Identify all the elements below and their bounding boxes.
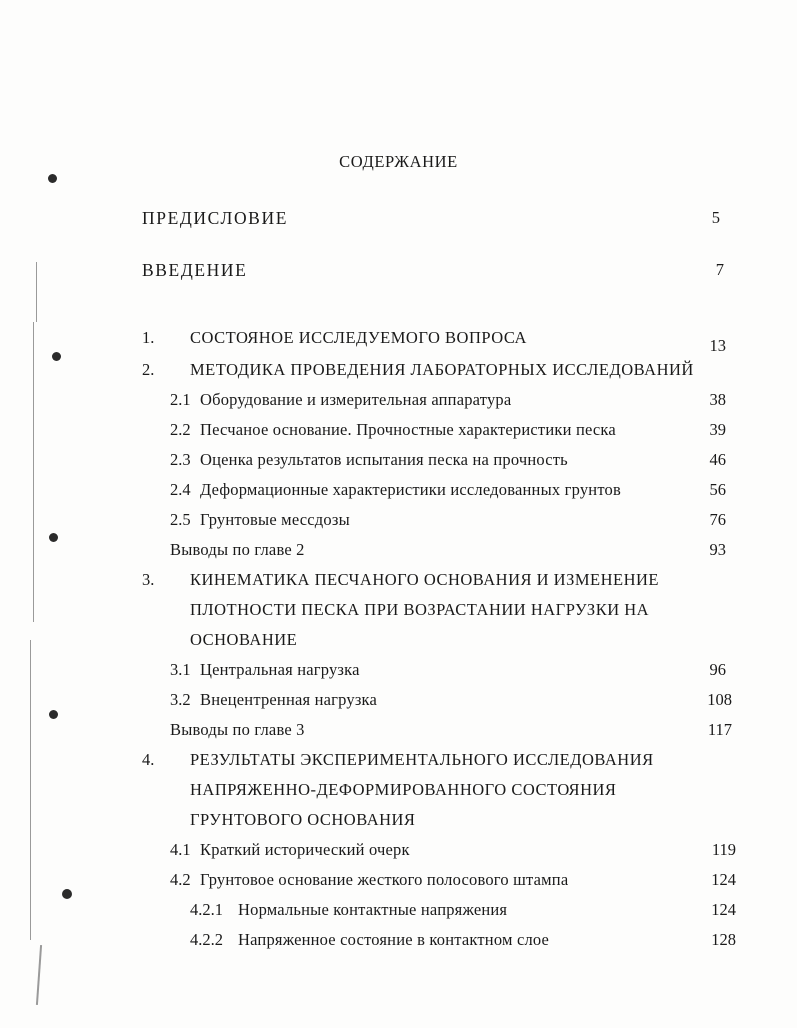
toc-entry-label: МЕТОДИКА ПРОВЕДЕНИЯ ЛАБОРАТОРНЫХ ИССЛЕДОВАНИЙ (190, 360, 694, 379)
toc-entry-introduction[interactable] (138, 260, 758, 328)
toc-entry-page: 93 (709, 540, 726, 559)
toc-entry-number: 1. (142, 328, 155, 347)
toc-entry-label: ГРУНТОВОГО ОСНОВАНИЯ (190, 810, 416, 829)
toc-entry-label: ПРЕДИСЛОВИЕ (142, 208, 288, 228)
toc-entry-label: СОСТОЯНОЕ ИССЛЕДУЕМОГО ВОПРОСА (190, 328, 527, 347)
toc-entry-chapter-4[interactable] (138, 750, 758, 780)
toc-entry-number: 2.4 (170, 480, 191, 499)
toc-entry-number: 4.1 (170, 840, 191, 859)
toc-entry-page: 39 (709, 420, 726, 439)
toc-entry-number: 4.2 (170, 870, 191, 889)
toc-entry-3-2[interactable] (138, 690, 758, 720)
toc-entry-2-5[interactable] (138, 510, 758, 540)
toc-entry-chapter-3-line3 (138, 630, 758, 660)
toc-entry-page: 117 (707, 720, 732, 739)
toc-entry-label: Нормальные контактные напряжения (238, 900, 508, 919)
toc-entry-number: 2. (142, 360, 155, 379)
toc-entry-page: 108 (707, 690, 732, 709)
toc-entry-label: ВВЕДЕНИЕ (142, 260, 248, 280)
toc-entry-page: 38 (709, 390, 726, 409)
toc-entry-chapter-3[interactable] (138, 570, 758, 600)
toc-entry-page: 13 (709, 336, 726, 355)
toc-entry-label: Грунтовое основание жесткого полосового штампа (200, 870, 569, 889)
toc-entry-conclusions-3[interactable] (138, 720, 758, 750)
toc-entry-label: Краткий исторический очерк (200, 840, 410, 859)
toc-entry-label: Грунтовые мессдозы (200, 510, 350, 529)
toc-entry-number: 3.2 (170, 690, 191, 709)
toc-entry-number: 2.1 (170, 390, 191, 409)
toc-entry-page: 124 (711, 870, 736, 889)
toc-entry-label: Центральная нагрузка (200, 660, 360, 679)
toc-entry-page: 119 (711, 840, 736, 859)
toc-entry-chapter-1[interactable] (138, 328, 758, 360)
toc-entry-label: НАПРЯЖЕННО-ДЕФОРМИРОВАННОГО СОСТОЯНИЯ (190, 780, 617, 799)
toc-entry-page: 76 (709, 510, 726, 529)
toc-entry-chapter-4-line2 (138, 780, 758, 810)
toc-entry-page: 56 (709, 480, 726, 499)
toc-entry-page: 124 (711, 900, 736, 919)
toc-entry-label: Выводы по главе 3 (170, 720, 305, 739)
toc-entry-chapter-3-line2 (138, 600, 758, 630)
toc-entry-page: 5 (711, 208, 720, 227)
toc-entry-4-2-1[interactable] (138, 900, 758, 930)
toc-entry-page: 46 (709, 450, 726, 469)
toc-entry-label: РЕЗУЛЬТАТЫ ЭКСПЕРИМЕНТАЛЬНОГО ИССЛЕДОВАНИЯ (190, 750, 654, 769)
toc-entry-3-1[interactable] (138, 660, 758, 690)
toc-entry-chapter-4-line3 (138, 810, 758, 840)
toc-entry-label: ПЛОТНОСТИ ПЕСКА ПРИ ВОЗРАСТАНИИ НАГРУЗКИ НА (190, 600, 650, 619)
toc-entry-number: 3. (142, 570, 155, 589)
toc-entry-page: 7 (715, 260, 724, 279)
toc-entry-label: ОСНОВАНИЕ (190, 630, 298, 649)
toc-entry-conclusions-2[interactable] (138, 540, 758, 570)
toc-entry-2-1[interactable] (138, 390, 758, 420)
toc-entry-4-2[interactable] (138, 870, 758, 900)
toc-entry-2-3[interactable] (138, 450, 758, 480)
toc-entry-label: Напряженное состояние в контактном слое (238, 930, 550, 949)
toc-entry-page: 128 (711, 930, 736, 949)
toc-entry-number: 3.1 (170, 660, 191, 679)
toc-entry-label: Выводы по главе 2 (170, 540, 305, 559)
toc-entry-label: Оборудование и измерительная аппаратура (200, 390, 512, 409)
toc-entry-number: 4.2.1 (190, 900, 223, 919)
toc-entry-number: 2.2 (170, 420, 191, 439)
page-title: СОДЕРЖАНИЕ (339, 152, 458, 171)
table-of-contents (138, 208, 758, 960)
toc-entry-2-2[interactable] (138, 420, 758, 450)
toc-entry-label: КИНЕМАТИКА ПЕСЧАНОГО ОСНОВАНИЯ И ИЗМЕНЕНИЕ (190, 570, 659, 589)
toc-entry-number: 4. (142, 750, 155, 769)
toc-entry-number: 2.5 (170, 510, 191, 529)
toc-entry-4-1[interactable] (138, 840, 758, 870)
toc-entry-label: Деформационные характеристики исследованных грунтов (200, 480, 621, 499)
toc-entry-number: 4.2.2 (190, 930, 223, 949)
toc-entry-label: Песчаное основание. Прочностные характеристики песка (200, 420, 616, 439)
toc-entry-preface[interactable] (138, 208, 758, 260)
toc-entry-label: Внецентренная нагрузка (200, 690, 378, 709)
toc-entry-number: 2.3 (170, 450, 191, 469)
toc-entry-page: 96 (709, 660, 726, 679)
toc-entry-chapter-2[interactable] (138, 360, 758, 390)
toc-entry-4-2-2[interactable] (138, 930, 758, 960)
toc-entry-2-4[interactable] (138, 480, 758, 510)
toc-entry-label: Оценка результатов испытания песка на прочность (200, 450, 568, 469)
